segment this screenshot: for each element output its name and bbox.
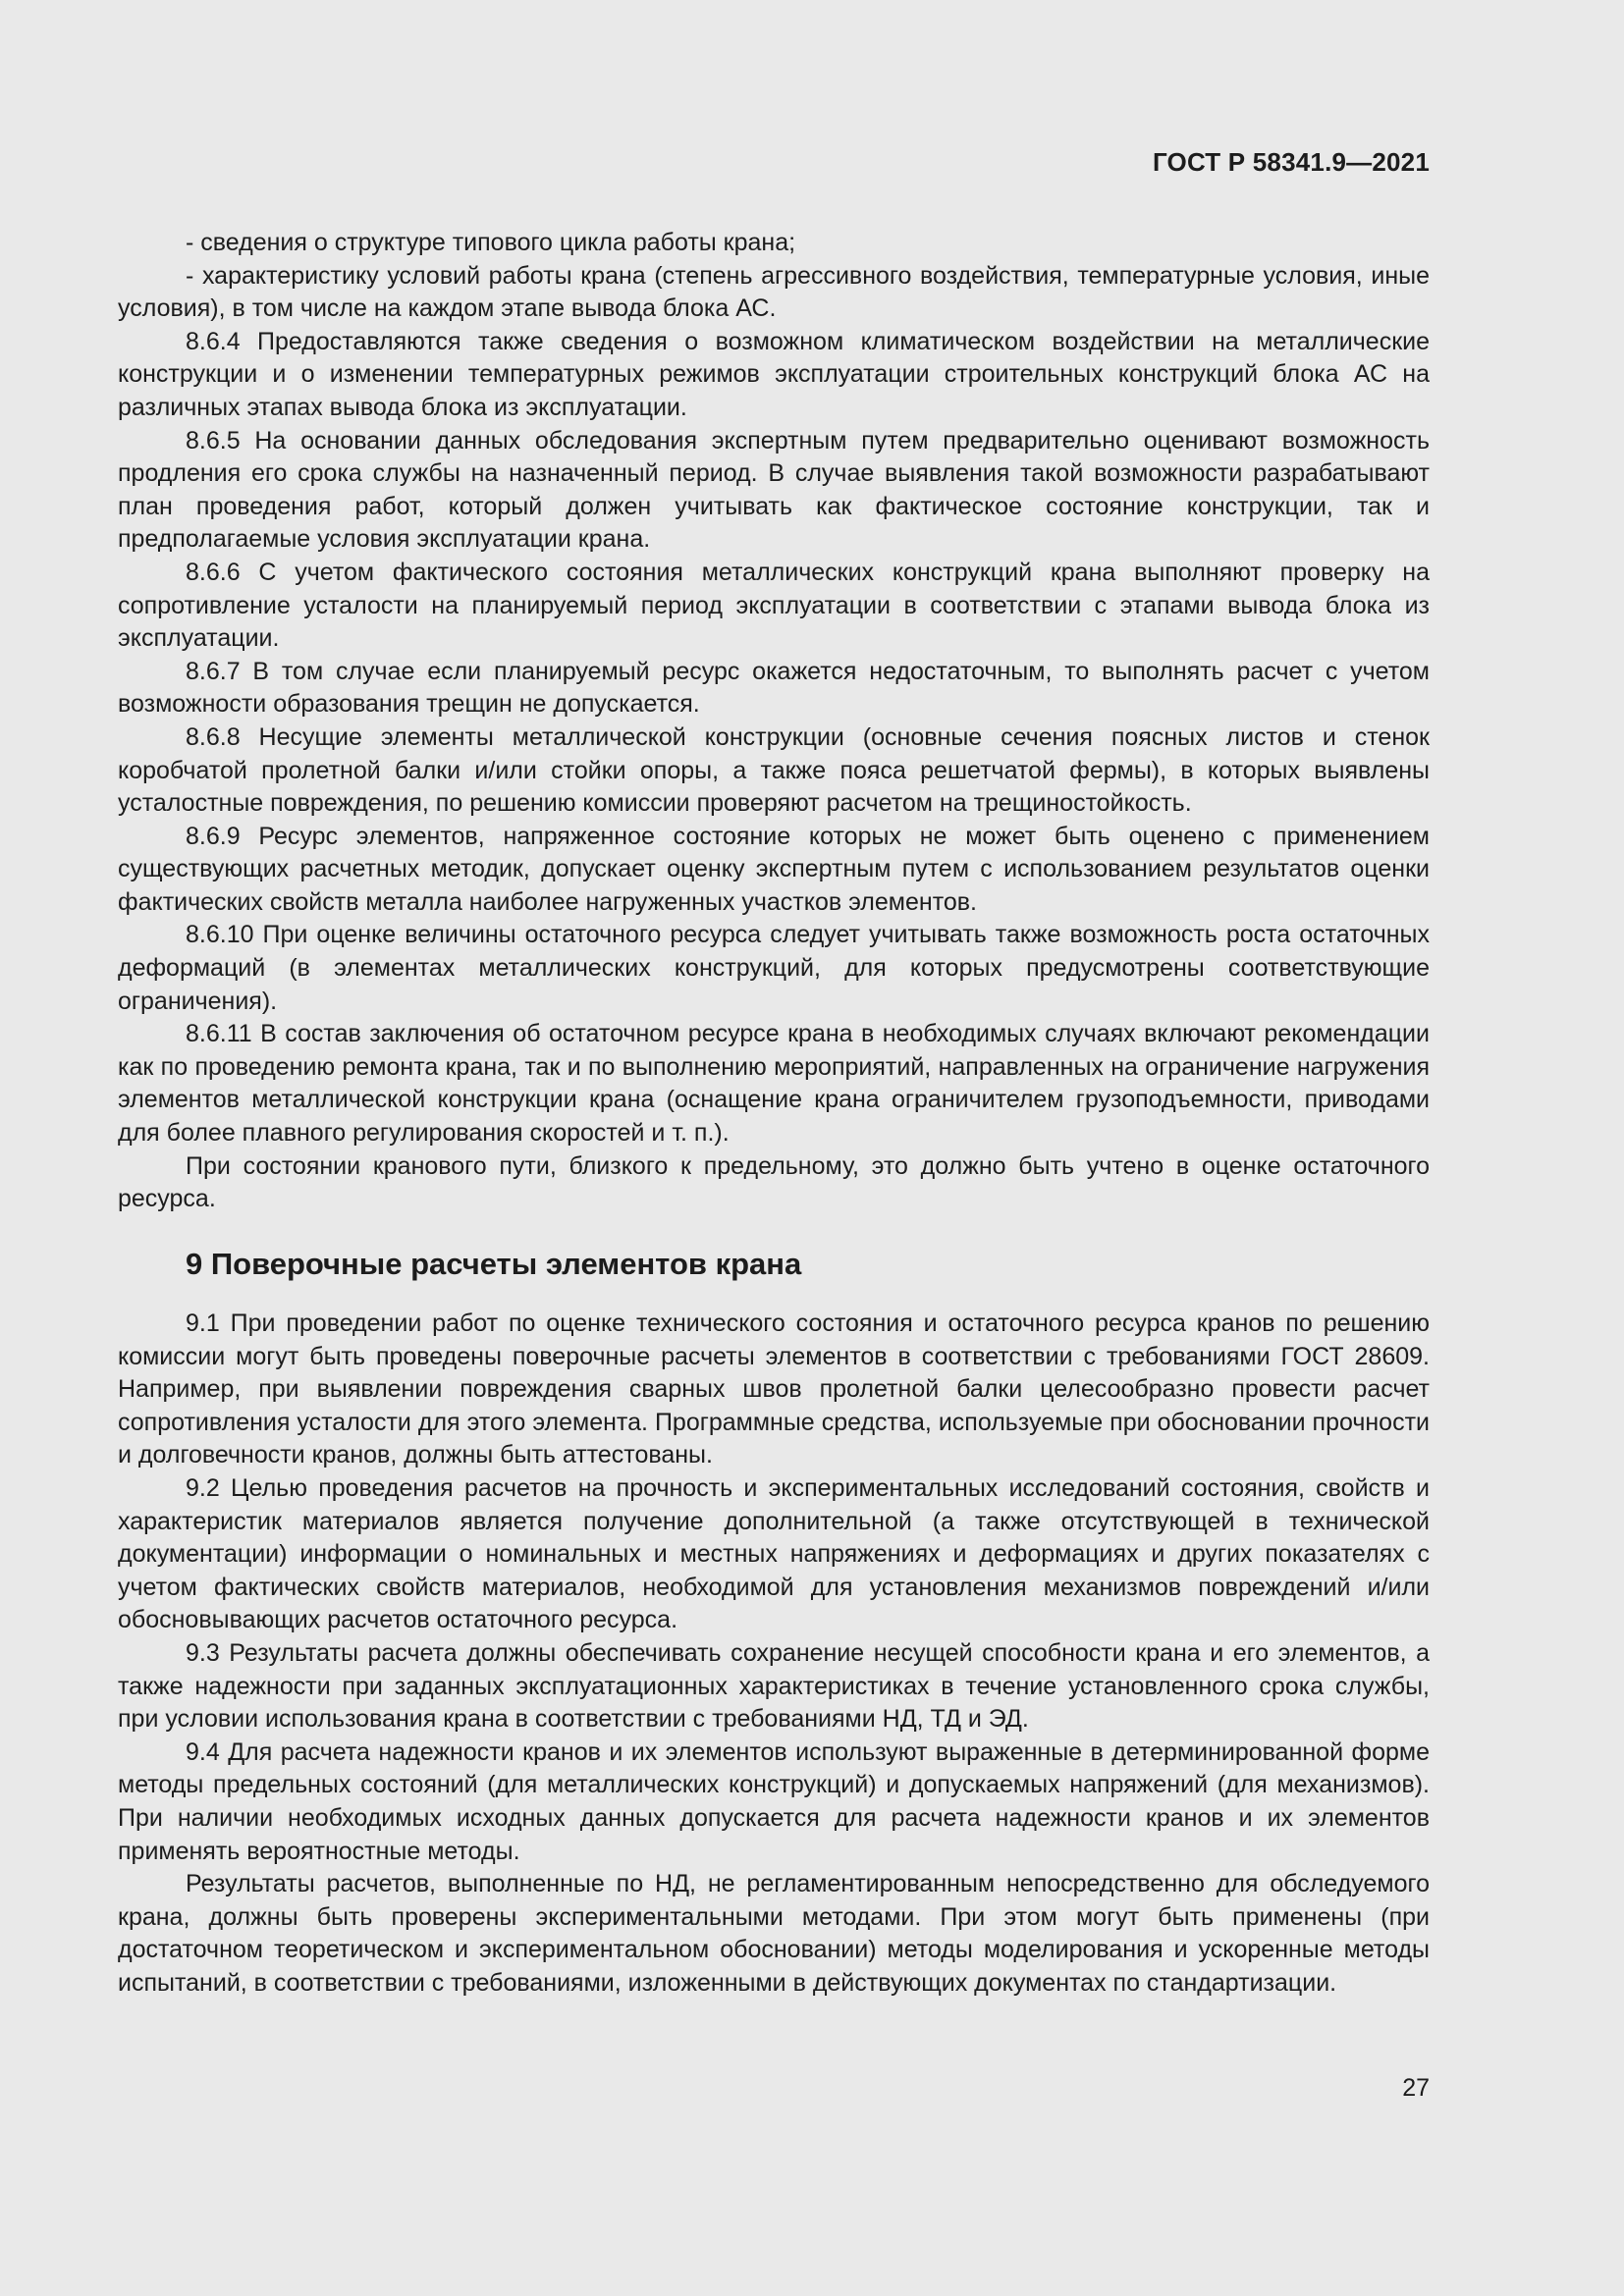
paragraph-8-6-9: 8.6.9 Ресурс элементов, напряженное состояние которых не может быть оценено с применением существующих расчетных методик, допускает оценку экспертным путем с использованием результатов оценки фактических свойств металла наиболее нагруженных участков элементов. [118, 822, 1430, 916]
paragraph-crane-track: При состоянии кранового пути, близкого к предельному, это должно быть учтено в оценке остаточного ресурса. [118, 1151, 1430, 1213]
paragraph-8-6-4: 8.6.4 Предоставляются также сведения о возможном климатическом воздействии на металлические конструкции и о изменении температурных режимов эксплуатации строительных конструкций блока АС на различных этапах вывода блока из эксплуатации. [118, 327, 1430, 421]
paragraph-8-6-10: 8.6.10 При оценке величины остаточного ресурса следует учитывать также возможность роста остаточных деформаций (в элементах металлических конструкций, для которых предусмотрены соответствующие ограничения). [118, 921, 1430, 1015]
paragraph-8-6-7: 8.6.7 В том случае если планируемый ресурс окажется недостаточным, то выполнять расчет с учетом возможности образования трещин не допускается. [118, 657, 1430, 719]
paragraph-8-6-6: 8.6.6 С учетом фактического состояния металлических конструкций крана выполняют проверку на сопротивление усталости на планируемый период эксплуатации в соответствии с этапами вывода блока из эксплуатации. [118, 558, 1430, 653]
section-9-heading: 9 Поверочные расчеты элементов крана [186, 1247, 802, 1281]
paragraph-9-2: 9.2 Целью проведения расчетов на прочность и экспериментальных исследований состояния, свойств и характеристик материалов является получение дополнительной (а также отсутствующей в технической документации) информации о номинальных и местных напряжениях и деформациях и других показателях с учетом фактических свойств материалов, необходимой для установления механизмов повреждений и/или обосновывающих расчетов остаточного ресурса. [118, 1473, 1430, 1634]
document-code-header: ГОСТ Р 58341.9—2021 [1152, 147, 1430, 177]
page-number: 27 [1402, 2074, 1430, 2102]
paragraph-9-3: 9.3 Результаты расчета должны обеспечивать сохранение несущей способности крана и его элементов, а также надежности при заданных эксплуатационных характеристиках в течение установленного срока службы, при условии использования крана в соответствии с требованиями НД, ТД и ЭД. [118, 1638, 1430, 1734]
paragraph-calc-results: Результаты расчетов, выполненные по НД, не регламентированным непосредственно для обследуемого крана, должны быть проверены экспериментальными методами. При этом могут быть применены (при достаточном теоретическом и экспериментальном обосновании) методы моделирования и ускоренные методы испытаний, в соответствии с требованиями, изложенными в действующих документах по стандартизации. [118, 1870, 1430, 1997]
paragraph-8-6-11: 8.6.11 В состав заключения об остаточном ресурсе крана в необходимых случаях включают рекомендации как по проведению ремонта крана, так и по выполнению мероприятий, направленных на ограничение нагружения элементов металлической конструкции крана (оснащение крана ограничителем грузоподъемности, приводами для более плавного регулирования скоростей и т. п.). [118, 1020, 1430, 1148]
paragraph-9-1: 9.1 При проведении работ по оценке технического состояния и остаточного ресурса кранов по решению комиссии могут быть проведены поверочные расчеты элементов в соответствии с требованиями ГОСТ 28609. Например, при выявлении повреждения сварных швов пролетной балки целесообразно провести расчет сопротивления усталости для этого элемента. Программные средства, используемые при обосновании прочности и долговечности кранов, должны быть аттестованы. [118, 1309, 1430, 1469]
paragraph-cycle-structure: - сведения о структуре типового цикла работы крана; [186, 229, 796, 256]
paragraph-8-6-8: 8.6.8 Несущие элементы металлической конструкции (основные сечения поясных листов и стенок коробчатой пролетной балки и/или стойки опоры, а также пояса решетчатой фермы), в которых выявлены усталостные повреждения, по решению комиссии проверяют расчетом на трещиностойкость. [118, 722, 1430, 818]
paragraph-work-conditions: - характеристику условий работы крана (степень агрессивного воздействия, температурные условия, иные условия), в том числе на каждом этапе вывода блока АС. [118, 261, 1430, 323]
section-8-body [118, 227, 1430, 1216]
section-9-body [118, 1308, 1430, 2000]
paragraph-9-4: 9.4 Для расчета надежности кранов и их элементов используют выраженные в детерминированной форме методы предельных состояний (для металлических конструкций) и допускаемых напряжений (для механизмов). При наличии необходимых исходных данных допускается для расчета надежности кранов и их элементов применять вероятностные методы. [118, 1737, 1430, 1865]
paragraph-8-6-5: 8.6.5 На основании данных обследования экспертным путем предварительно оценивают возможность продления его срока службы на назначенный период. В случае выявления такой возможности разрабатывают план проведения работ, который должен учитывать как фактическое состояние конструкции, так и предполагаемые условия эксплуатации крана. [118, 426, 1430, 554]
